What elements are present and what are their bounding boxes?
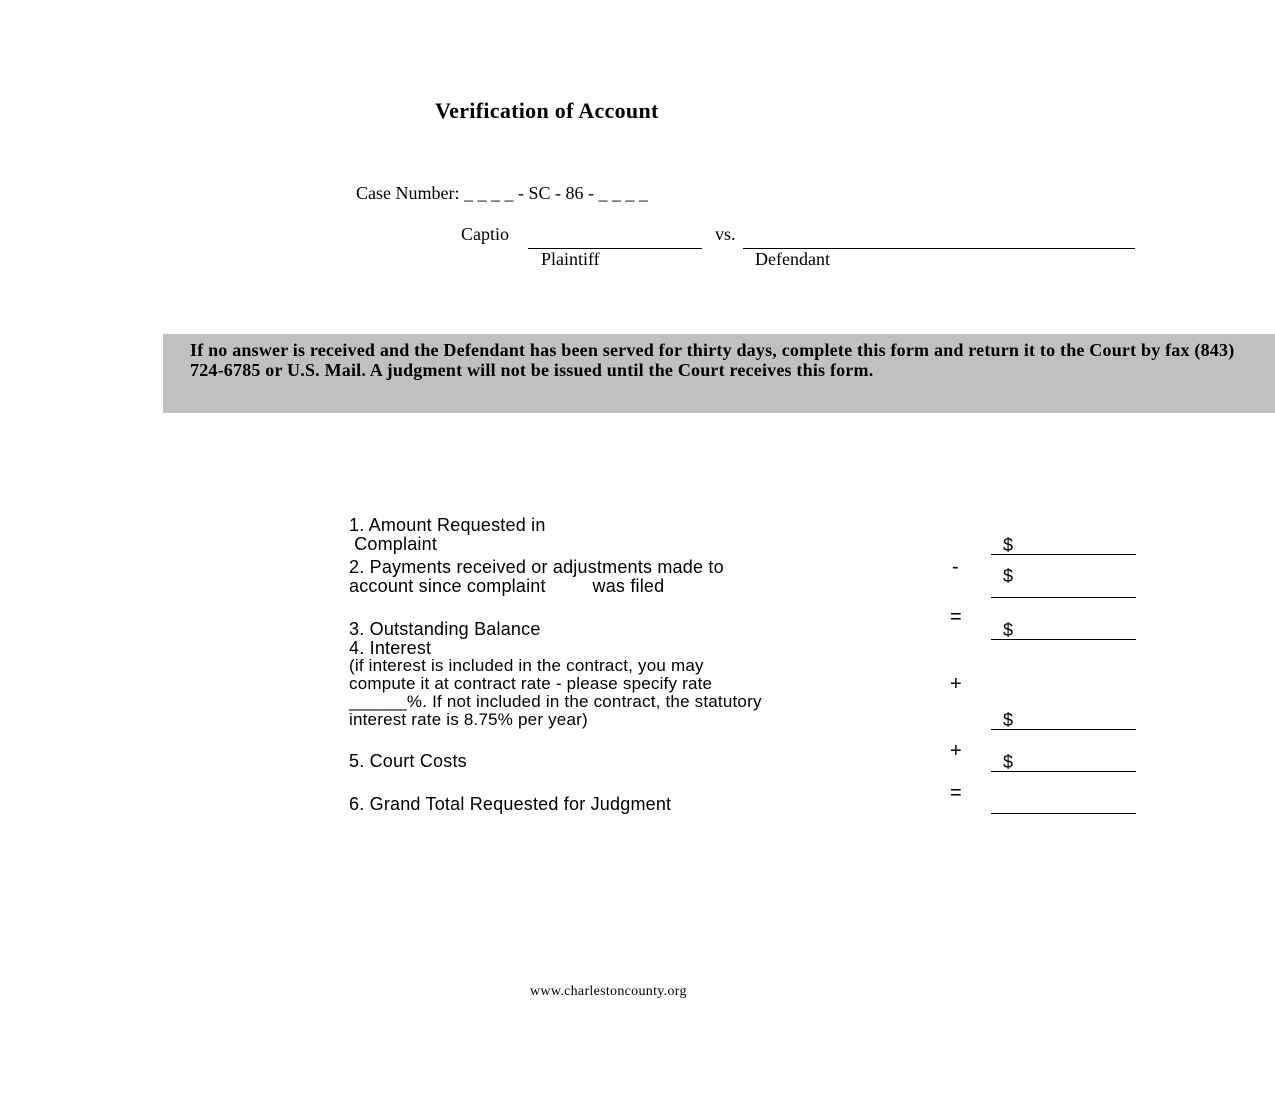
item-3-dollar-sign: $: [1003, 620, 1014, 640]
item-4-line-1: 4. Interest: [349, 638, 432, 658]
item-4-line-5: interest rate is 8.75% per year): [349, 710, 588, 729]
item-3-amount-field[interactable]: [991, 639, 1136, 640]
item-1-amount-requested: [349, 516, 546, 554]
page-title: Verification of Account: [435, 98, 659, 123]
plus-operator: +: [950, 740, 962, 762]
item-4-line-4: ______%. If not included in the contract, the statutory: [349, 692, 762, 711]
item-2-payments-received: [349, 558, 724, 596]
plus-operator: +: [950, 673, 962, 695]
item-5-dollar-sign: $: [1003, 752, 1014, 772]
item-2-dollar-sign: $: [1003, 566, 1014, 586]
item-4-interest: [349, 639, 762, 729]
defendant-label: Defendant: [755, 249, 830, 269]
plaintiff-label: Plaintiff: [541, 249, 600, 269]
item-6-amount-field[interactable]: [991, 813, 1136, 814]
item-4-line-2: (if interest is included in the contract, you may: [349, 656, 704, 675]
item-1-amount-field[interactable]: [991, 554, 1136, 555]
footer-url: www.charlestoncounty.org: [530, 984, 687, 999]
equals-operator: =: [950, 606, 962, 628]
item-2-amount-field[interactable]: [991, 597, 1136, 598]
item-5-court-costs: 5. Court Costs: [349, 751, 467, 771]
equals-operator: =: [950, 782, 962, 804]
notice-text: If no answer is received and the Defendant has been served for thirty days, complete this form and return it to the Court by fax (843) 724-6785 or U.S. Mail. A judgment will not be issued until the Court receives this form.: [190, 340, 1235, 380]
case-number-field: Case Number: _ _ _ _ - SC - 86 - _ _ _ _: [356, 183, 648, 203]
item-4-dollar-sign: $: [1003, 710, 1014, 730]
notice-box: [163, 334, 1275, 413]
caption-label: Captio: [461, 224, 509, 244]
item-1-line-2: Complaint: [349, 534, 438, 554]
item-6-grand-total: 6. Grand Total Requested for Judgment: [349, 794, 672, 814]
item-5-amount-field[interactable]: [991, 771, 1136, 772]
item-2-line-1: 2. Payments received or adjustments made to: [349, 557, 724, 577]
item-4-amount-field[interactable]: [991, 729, 1136, 730]
item-1-line-1: 1. Amount Requested in: [349, 515, 546, 535]
vs-label: vs.: [715, 224, 736, 244]
minus-operator: -: [952, 556, 959, 578]
item-1-dollar-sign: $: [1003, 535, 1014, 555]
item-4-line-3: compute it at contract rate - please specify rate: [349, 674, 713, 693]
item-3-outstanding-balance: 3. Outstanding Balance: [349, 619, 541, 639]
item-2-line-2: account since complaint was filed: [349, 576, 665, 596]
